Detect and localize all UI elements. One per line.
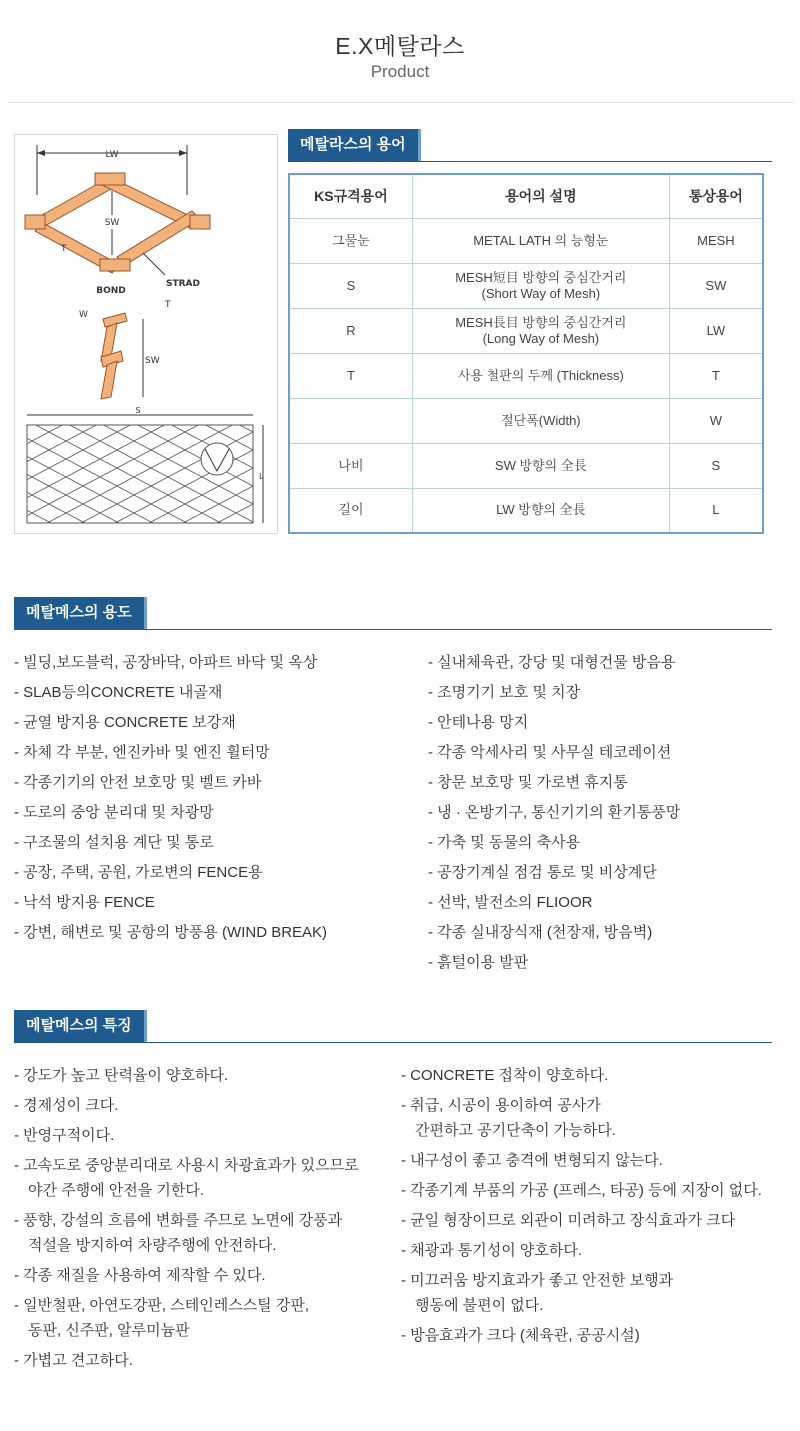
cell-common-term: W [669, 398, 763, 443]
table-row [289, 353, 763, 398]
list-item [401, 1148, 762, 1173]
feature-text: - 내구성이 좋고 충격에 변형되지 않는다. [401, 1152, 663, 1169]
cell-common-term: MESH [669, 218, 763, 263]
table-row [289, 263, 763, 308]
feature-text: - 풍향, 강설의 흐름에 변화를 주므로 노면에 강풍과 [14, 1212, 343, 1229]
diagram-drawing [15, 135, 277, 533]
cell-common-term: LW [669, 308, 763, 353]
feature-text: - 강도가 높고 탄력율이 양호하다. [14, 1067, 229, 1084]
list-item: - 창문 보호망 및 가로변 휴지통 [428, 774, 628, 791]
list-item: - SLAB등의CONCRETE 내골재 [14, 684, 223, 701]
list-item [401, 1093, 762, 1143]
metal-lath-diagram [14, 134, 278, 534]
uses-section-header [14, 597, 772, 629]
list-item: - 낙석 방지용 FENCE [14, 894, 155, 911]
terms-heading: 메탈라스의 용어 [288, 129, 421, 161]
cell-ks-term: S [289, 263, 412, 308]
cell-common-term: L [669, 488, 763, 533]
list-item: - 각종 실내장식재 (천장재, 방음벽) [428, 924, 653, 941]
feature-text: - 미끄러움 방지효과가 좋고 안전한 보행과 [401, 1272, 674, 1289]
cell-description: 절단폭(Width) [412, 398, 669, 443]
label-sw: SW [104, 218, 120, 228]
list-item [401, 1268, 762, 1318]
feature-text: - 채광과 통기성이 양호하다. [401, 1242, 583, 1259]
label-bond: BOND [96, 286, 126, 296]
list-item [401, 1063, 762, 1088]
col-ks-term: KS규격용어 [289, 174, 412, 218]
terms-table [288, 173, 764, 534]
svg-text:T: T [165, 300, 171, 310]
cell-ks-term: 그물눈 [289, 218, 412, 263]
list-item: - 실내체육관, 강당 및 대형건물 방음용 [428, 654, 676, 671]
list-item: - 안테나용 망지 [428, 714, 529, 731]
list-item: - 공장기계실 점검 통로 및 비상계단 [428, 864, 657, 881]
uses-list-left [14, 648, 327, 948]
list-item [14, 1293, 359, 1343]
cell-description: 사용 철판의 두께 (Thickness) [412, 353, 669, 398]
page-header [0, 0, 800, 100]
label-l: L [259, 472, 264, 481]
list-item [14, 1348, 359, 1373]
cell-ks-term [289, 398, 412, 443]
list-item: - 구조물의 설치용 계단 및 통로 [14, 834, 214, 851]
table-header-row [289, 174, 763, 218]
cell-ks-term: R [289, 308, 412, 353]
page-title: E.X메탈라스 [335, 33, 465, 59]
list-item [401, 1323, 762, 1348]
cell-description: METAL LATH 의 능형눈 [412, 218, 669, 263]
col-description: 용어의 설명 [412, 174, 669, 218]
cell-ks-term: 나비 [289, 443, 412, 488]
feature-text: - 가볍고 견고하다. [14, 1352, 133, 1369]
list-item [14, 1263, 359, 1288]
list-item [401, 1208, 762, 1233]
list-item [14, 1063, 359, 1088]
label-t: T [61, 244, 67, 254]
feature-text: - CONCRETE 접착이 양호하다. [401, 1067, 609, 1084]
header-divider [8, 102, 794, 103]
cell-common-term: T [669, 353, 763, 398]
list-item [14, 1153, 359, 1203]
table-row [289, 218, 763, 263]
page-subtitle: Product [370, 62, 430, 81]
list-item: - 균열 방지용 CONCRETE 보강재 [14, 714, 236, 731]
feature-text-continued: 야간 주행에 안전을 기한다. [28, 1182, 205, 1199]
feature-text: - 고속도로 중앙분리대로 사용시 차광효과가 있으므로 [14, 1157, 359, 1174]
list-item [14, 1208, 359, 1258]
cell-description: SW 방향의 全長 [412, 443, 669, 488]
feature-text: - 각종기계 부품의 가공 (프레스, 타공) 등에 지장이 없다. [401, 1182, 762, 1199]
list-item [401, 1238, 762, 1263]
table-row [289, 308, 763, 353]
feature-text-continued: 행동에 불편이 없다. [415, 1297, 544, 1314]
cell-description: MESH長目 방향의 중심간거리 (Long Way of Mesh) [412, 308, 669, 353]
cell-description: MESH短目 방향의 중심간거리 (Short Way of Mesh) [412, 263, 669, 308]
label-strad: STRAD [166, 279, 200, 289]
label-lw: LW [105, 150, 119, 160]
list-item: - 강변, 해변로 및 공항의 방풍용 (WIND BREAK) [14, 924, 328, 941]
list-item [14, 1123, 359, 1148]
uses-heading: 메탈메스의 용도 [14, 597, 147, 629]
label-sw2: SW [145, 356, 160, 366]
feature-text-continued: 적설을 방지하여 차량주행에 안전하다. [28, 1237, 277, 1254]
list-item: - 각종기기의 안전 보호망 및 벨트 카바 [14, 774, 262, 791]
list-item: - 조명기기 보호 및 치장 [428, 684, 581, 701]
features-heading: 메탈메스의 특징 [14, 1010, 147, 1042]
feature-text: - 각종 재질을 사용하여 제작할 수 있다. [14, 1267, 266, 1284]
list-item: - 냉 · 온방기구, 통신기기의 환기통풍망 [428, 804, 681, 821]
list-item: - 도로의 중앙 분리대 및 차광망 [14, 804, 214, 821]
label-w: W [79, 310, 88, 320]
cell-ks-term: T [289, 353, 412, 398]
list-item: - 선박, 발전소의 FLIOOR [428, 894, 593, 911]
features-section-header [14, 1010, 772, 1042]
list-item: - 차체 각 부분, 엔진카바 및 엔진 휠터망 [14, 744, 270, 761]
features-list-right [401, 1063, 762, 1353]
table-row [289, 488, 763, 533]
feature-text: - 경제성이 크다. [14, 1097, 119, 1114]
list-item: - 가축 및 동물의 축사용 [428, 834, 581, 851]
list-item [14, 1093, 359, 1118]
table-row [289, 443, 763, 488]
feature-text-continued: 동판, 신주판, 알루미늄판 [28, 1322, 190, 1339]
feature-text: - 방음효과가 크다 (체육관, 공공시설) [401, 1327, 640, 1344]
col-common-term: 통상용어 [669, 174, 763, 218]
list-item: - 흙털이용 발판 [428, 954, 529, 971]
terms-section-header [288, 129, 772, 161]
feature-text: - 일반철판, 아연도강판, 스테인레스스틸 강판, [14, 1297, 309, 1314]
feature-text: - 반영구적이다. [14, 1127, 115, 1144]
list-item: - 각종 악세사리 및 사무실 테코레이션 [428, 744, 672, 761]
feature-text-continued: 간편하고 공기단축이 가능하다. [415, 1122, 616, 1139]
cell-common-term: S [669, 443, 763, 488]
features-list-left [14, 1063, 359, 1378]
cell-description: LW 방향의 全長 [412, 488, 669, 533]
feature-text: - 균일 형장이므로 외관이 미려하고 장식효과가 크다 [401, 1212, 736, 1229]
list-item: - 빌딩,보도블럭, 공장바닥, 아파트 바닥 및 옥상 [14, 654, 318, 671]
list-item: - 공장, 주택, 공원, 가로변의 FENCE용 [14, 864, 263, 881]
uses-list-right [428, 648, 680, 978]
cell-ks-term: 길이 [289, 488, 412, 533]
feature-text: - 취급, 시공이 용이하여 공사가 [401, 1097, 601, 1114]
list-item [401, 1178, 762, 1203]
table-row [289, 398, 763, 443]
cell-common-term: SW [669, 263, 763, 308]
label-s: S [135, 406, 141, 415]
